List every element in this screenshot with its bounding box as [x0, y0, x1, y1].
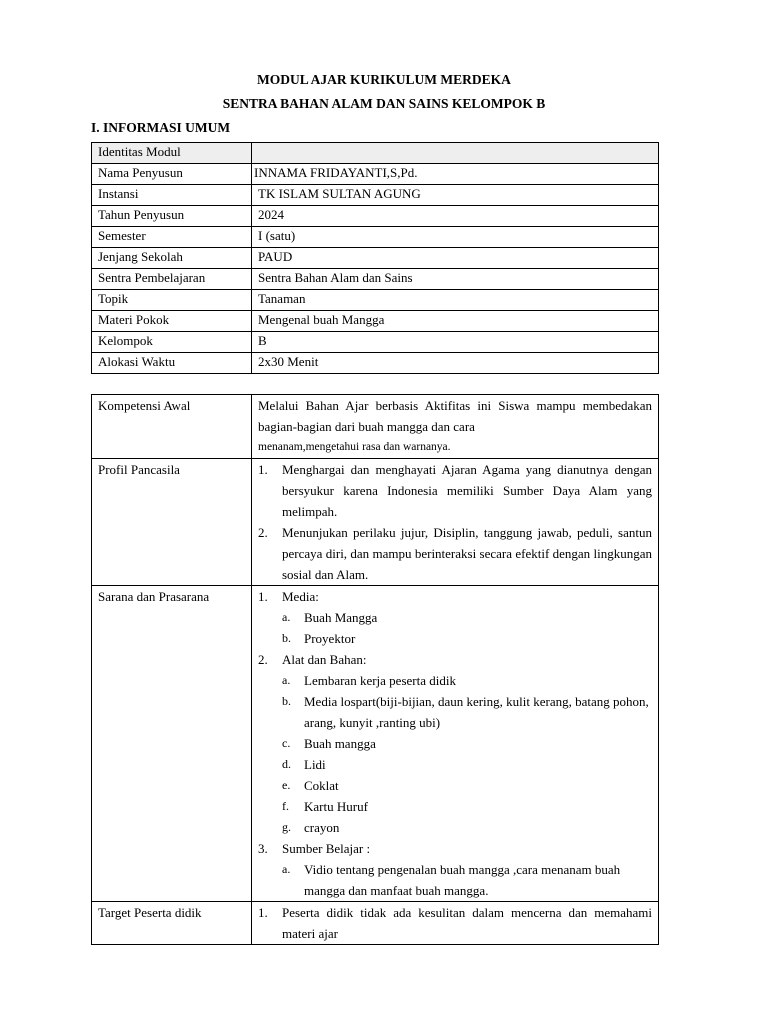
row-value: PAUD: [252, 248, 659, 269]
table-row: [92, 311, 659, 332]
target-cell: [252, 902, 659, 945]
table-row: [92, 353, 659, 374]
kompetensi-cell: [252, 395, 659, 459]
list-item: 1. Peserta didik tidak ada kesulitan dalam mencerna dan memahami materi ajar: [258, 905, 652, 941]
list-item: 3. Sumber Belajar :: [258, 841, 371, 856]
list-item: f. Kartu Huruf: [282, 799, 368, 814]
sub-item-text: Vidio tentang pengenalan buah mangga ,cara menanam buah mangga dan manfaat buah mangga.: [304, 862, 621, 898]
row-label: Materi Pokok: [92, 311, 252, 332]
row-label: Jenjang Sekolah: [92, 248, 252, 269]
list-item: 2. Alat dan Bahan:: [258, 652, 367, 667]
table-row: [92, 164, 659, 185]
document-subtitle: SENTRA BAHAN ALAM DAN SAINS KELOMPOK B: [222, 96, 546, 111]
sub-item-text: Kartu Huruf: [304, 799, 368, 814]
table-row: [92, 395, 659, 459]
row-label: Semester: [92, 227, 252, 248]
group-title: Media:: [282, 589, 319, 604]
row-label: Tahun Penyusun: [92, 206, 252, 227]
list-item: 2. Menunjukan perilaku jujur, Disiplin, tanggung jawab, peduli, santun percaya diri, dan mampu berinteraksi secara efektif dengan lingkungan sosial dan Alam.: [258, 525, 652, 582]
list-item: g. crayon: [282, 820, 340, 835]
kompetensi-text: Melalui Bahan Ajar berbasis Aktifitas ini Siswa mampu membedakan bagian-bagian dari buah mangga dan cara: [258, 398, 652, 434]
kompetensi-text-small: menanam,mengetahui rasa dan warnanya.: [258, 441, 451, 453]
row-value: I (satu): [252, 227, 659, 248]
row-value: Tanaman: [252, 290, 659, 311]
profil-item-text: Menunjukan perilaku jujur, Disiplin, tanggung jawab, peduli, santun percaya diri, dan mampu berinteraksi secara efektif dengan lingkungan sosial dan Alam.: [282, 525, 652, 582]
sub-item-text: Proyektor: [304, 631, 356, 646]
row-label: Sentra Pembelajaran: [92, 269, 252, 290]
table-row: [92, 185, 659, 206]
identitas-heading: Identitas Modul: [92, 143, 252, 164]
profil-label: Profil Pancasila: [92, 459, 252, 586]
table-row: [92, 290, 659, 311]
table-row: [92, 206, 659, 227]
sub-item-text: Media lospart(biji-bijian, daun kering, kulit kerang, batang pohon, arang, kunyit ,ranting ubi): [304, 694, 649, 730]
list-item: d. Lidi: [282, 757, 326, 772]
target-label: Target Peserta didik: [92, 902, 252, 945]
sub-item-text: Buah mangga: [304, 736, 376, 751]
row-label: Topik: [92, 290, 252, 311]
row-value: B: [252, 332, 659, 353]
table-row: [92, 902, 659, 945]
table-row: [92, 227, 659, 248]
detail-table: [91, 394, 659, 945]
row-value: TK ISLAM SULTAN AGUNG: [252, 185, 659, 206]
table-row: [92, 143, 659, 164]
list-item: a. Lembaran kerja peserta didik: [282, 673, 456, 688]
row-value: Sentra Bahan Alam dan Sains: [252, 269, 659, 290]
row-label: Nama Penyusun: [92, 164, 252, 185]
document-title: MODUL AJAR KURIKULUM MERDEKA: [257, 72, 511, 87]
row-label: Instansi: [92, 185, 252, 206]
sarana-cell: [252, 586, 659, 902]
row-value: Mengenal buah Mangga: [252, 311, 659, 332]
row-label: Kelompok: [92, 332, 252, 353]
sub-item-text: crayon: [304, 820, 340, 835]
list-item: 1. Media:: [258, 589, 319, 604]
profil-cell: [252, 459, 659, 586]
list-item: b. Proyektor: [282, 631, 356, 646]
table-row: [92, 586, 659, 902]
list-item: b. Media lospart(biji-bijian, daun kering, kulit kerang, batang pohon, arang, kunyit ,ranting ubi): [282, 694, 649, 730]
table-row: [92, 332, 659, 353]
group-title: Alat dan Bahan:: [282, 652, 367, 667]
list-item: e. Coklat: [282, 778, 339, 793]
sub-item-text: Lidi: [304, 757, 326, 772]
list-item: a. Vidio tentang pengenalan buah mangga ,cara menanam buah mangga dan manfaat buah mangga.: [282, 862, 621, 898]
list-item: a. Buah Mangga: [282, 610, 378, 625]
row-value: 2x30 Menit: [252, 353, 659, 374]
table-row: [92, 248, 659, 269]
list-item: 1. Menghargai dan menghayati Ajaran Agama yang dianutnya dengan bersyukur karena Indonesia memiliki Sumber Daya Alam yang melimpah.: [258, 462, 652, 519]
target-item-text: Peserta didik tidak ada kesulitan dalam mencerna dan memahami materi ajar: [282, 905, 652, 941]
row-value: INNAMA FRIDAYANTI,S,Pd.: [252, 164, 659, 185]
identitas-table: [91, 142, 659, 374]
kompetensi-label: Kompetensi Awal: [92, 395, 252, 459]
list-item: c. Buah mangga: [282, 736, 376, 751]
table-row: [92, 459, 659, 586]
sub-item-text: Coklat: [304, 778, 339, 793]
sarana-label: Sarana dan Prasarana: [92, 586, 252, 902]
row-label: Alokasi Waktu: [92, 353, 252, 374]
table-row: [92, 269, 659, 290]
sub-item-text: Lembaran kerja peserta didik: [304, 673, 456, 688]
profil-item-text: Menghargai dan menghayati Ajaran Agama yang dianutnya dengan bersyukur karena Indonesia memiliki Sumber Daya Alam yang melimpah.: [282, 462, 652, 519]
row-value: 2024: [252, 206, 659, 227]
section-heading: I. INFORMASI UMUM: [91, 120, 231, 135]
table-cell: [252, 143, 659, 164]
sub-item-text: Buah Mangga: [304, 610, 378, 625]
group-title: Sumber Belajar :: [282, 841, 371, 856]
